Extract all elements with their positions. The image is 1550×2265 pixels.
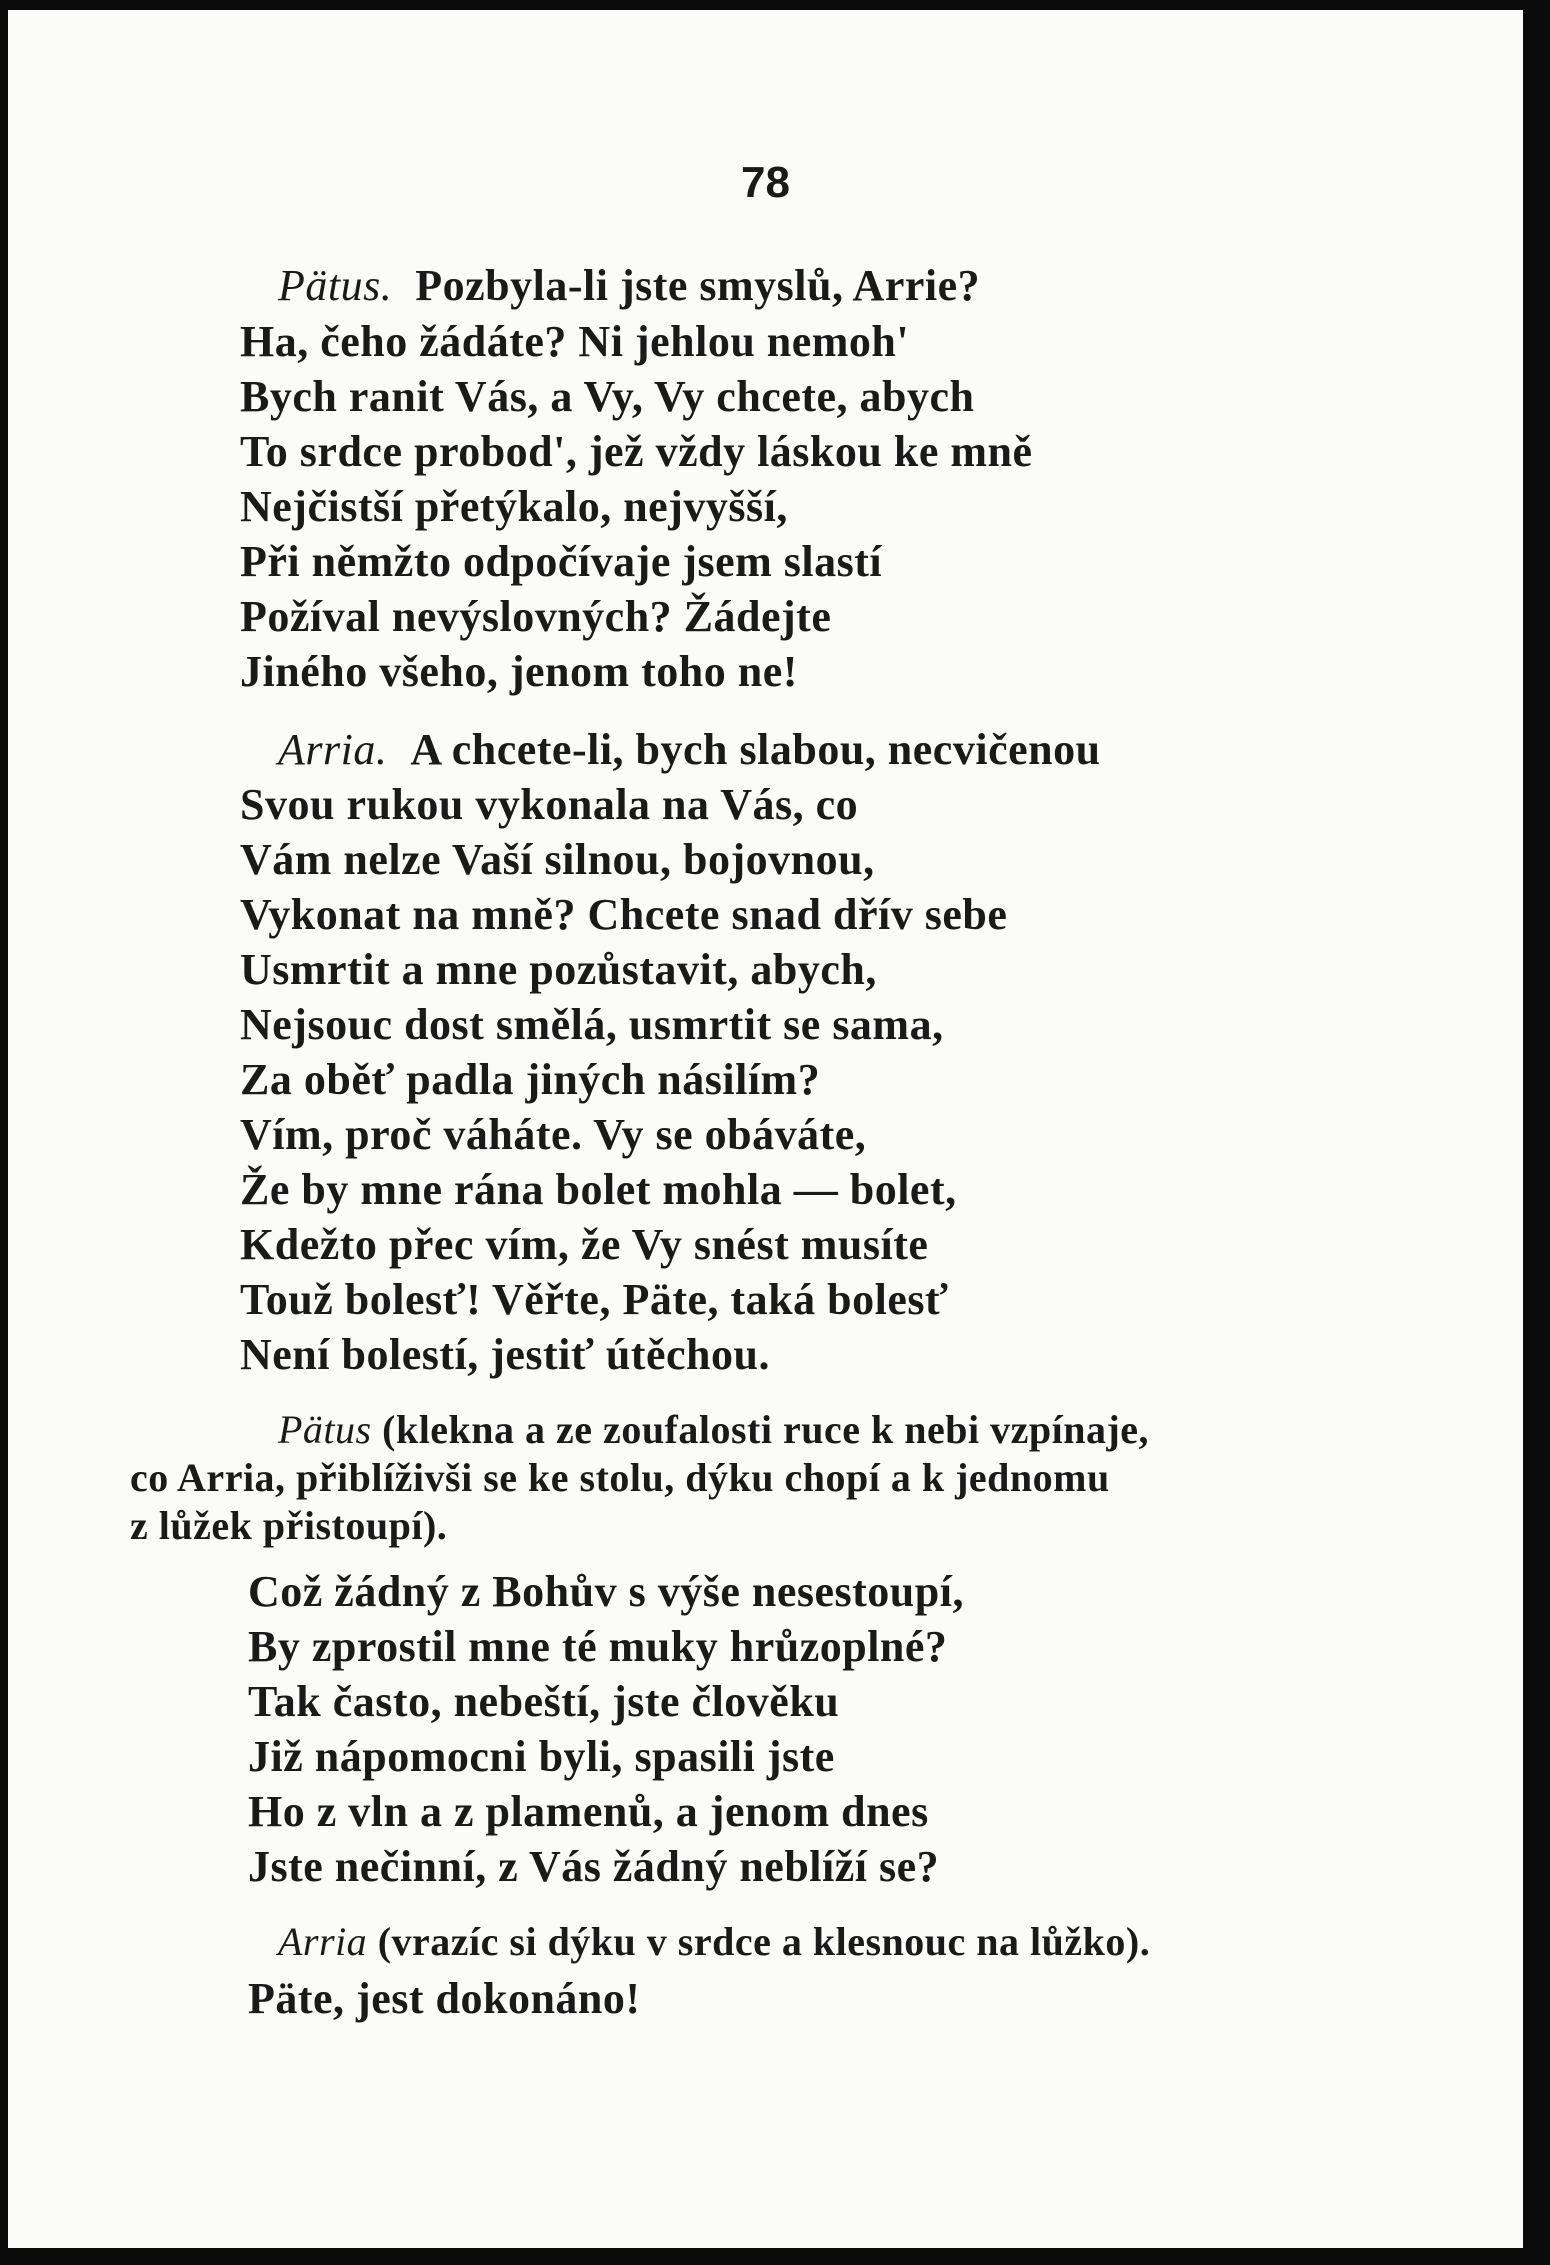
- speaker-name: Arria.: [278, 725, 388, 774]
- verse-line: Nejsouc dost smělá, usmrtit se sama,: [240, 1000, 944, 1049]
- verse-line: Již nápomocni byli, spasili jste: [248, 1732, 835, 1781]
- verse-line: Arria. A chcete-li, bych slabou, necvičenou: [278, 725, 1101, 774]
- verse-line: Že by mne rána bolet mohla — bolet,: [240, 1165, 957, 1214]
- speaker-name: Arria: [278, 1919, 368, 1964]
- verse-line: Vím, proč váháte. Vy se obáváte,: [240, 1110, 867, 1159]
- stage-line: Pätus (klekna a ze zoufalosti ruce k nebi vzpínaje,: [278, 1407, 1150, 1452]
- verse-line: Svou rukou vykonala na Vás, co: [240, 780, 859, 829]
- speaker-name: Pätus.: [278, 261, 393, 310]
- verse-line: Vykonat na mně? Chcete snad dřív sebe: [240, 890, 1008, 939]
- verse-line: Není bolestí, jestiť útěchou.: [240, 1330, 770, 1379]
- verse-line: Jste nečinní, z Vás žádný neblíží se?: [248, 1842, 940, 1891]
- verse-line: Kdežto přec vím, že Vy snést musíte: [240, 1220, 929, 1269]
- verse-line: Za oběť padla jiných násilím?: [240, 1055, 821, 1104]
- speaker-name: Pätus: [278, 1407, 372, 1452]
- stage-line: z lůžek přistoupí).: [130, 1503, 448, 1548]
- book-page: [8, 10, 1523, 2248]
- verse-line: Ho z vln a z plamenů, a jenom dnes: [248, 1787, 929, 1836]
- verse-line: Vám nelze Vaší silnou, bojovnou,: [240, 835, 875, 884]
- verse-line: Požíval nevýslovných? Žádejte: [240, 592, 832, 641]
- verse-line: Pätus. Pozbyla-li jste smyslů, Arrie?: [278, 261, 981, 310]
- verse-line: Tak často, nebeští, jste člověku: [248, 1677, 840, 1726]
- stage-line: co Arria, přiblíživši se ke stolu, dýku chopí a k jednomu: [130, 1455, 1110, 1500]
- verse-line: Nejčistší přetýkalo, nejvyšší,: [240, 482, 788, 531]
- verse-line: Ha, čeho žádáte? Ni jehlou nemoh': [240, 317, 910, 366]
- verse-line: Což žádný z Bohův s výše nesestoupí,: [248, 1567, 964, 1616]
- verse-line: By zprostil mne té muky hrůzoplné?: [248, 1622, 948, 1671]
- verse-line: Touž bolesť! Věřte, Päte, taká bolesť: [240, 1275, 949, 1324]
- stage-line: Arria (vrazíc si dýku v srdce a klesnouc na lůžko).: [278, 1919, 1151, 1964]
- verse-line: Jiného všeho, jenom toho ne!: [240, 647, 798, 696]
- verse-line: Bych ranit Vás, a Vy, Vy chcete, abych: [240, 372, 975, 421]
- verse-line: To srdce probod', jež vždy láskou ke mně: [240, 427, 1033, 476]
- verse-line: Při němžto odpočívaje jsem slastí: [240, 537, 883, 586]
- page-number: 78: [741, 158, 790, 207]
- verse-line: Usmrtit a mne pozůstavit, abych,: [240, 945, 877, 994]
- verse-line: Päte, jest dokonáno!: [248, 1974, 641, 2023]
